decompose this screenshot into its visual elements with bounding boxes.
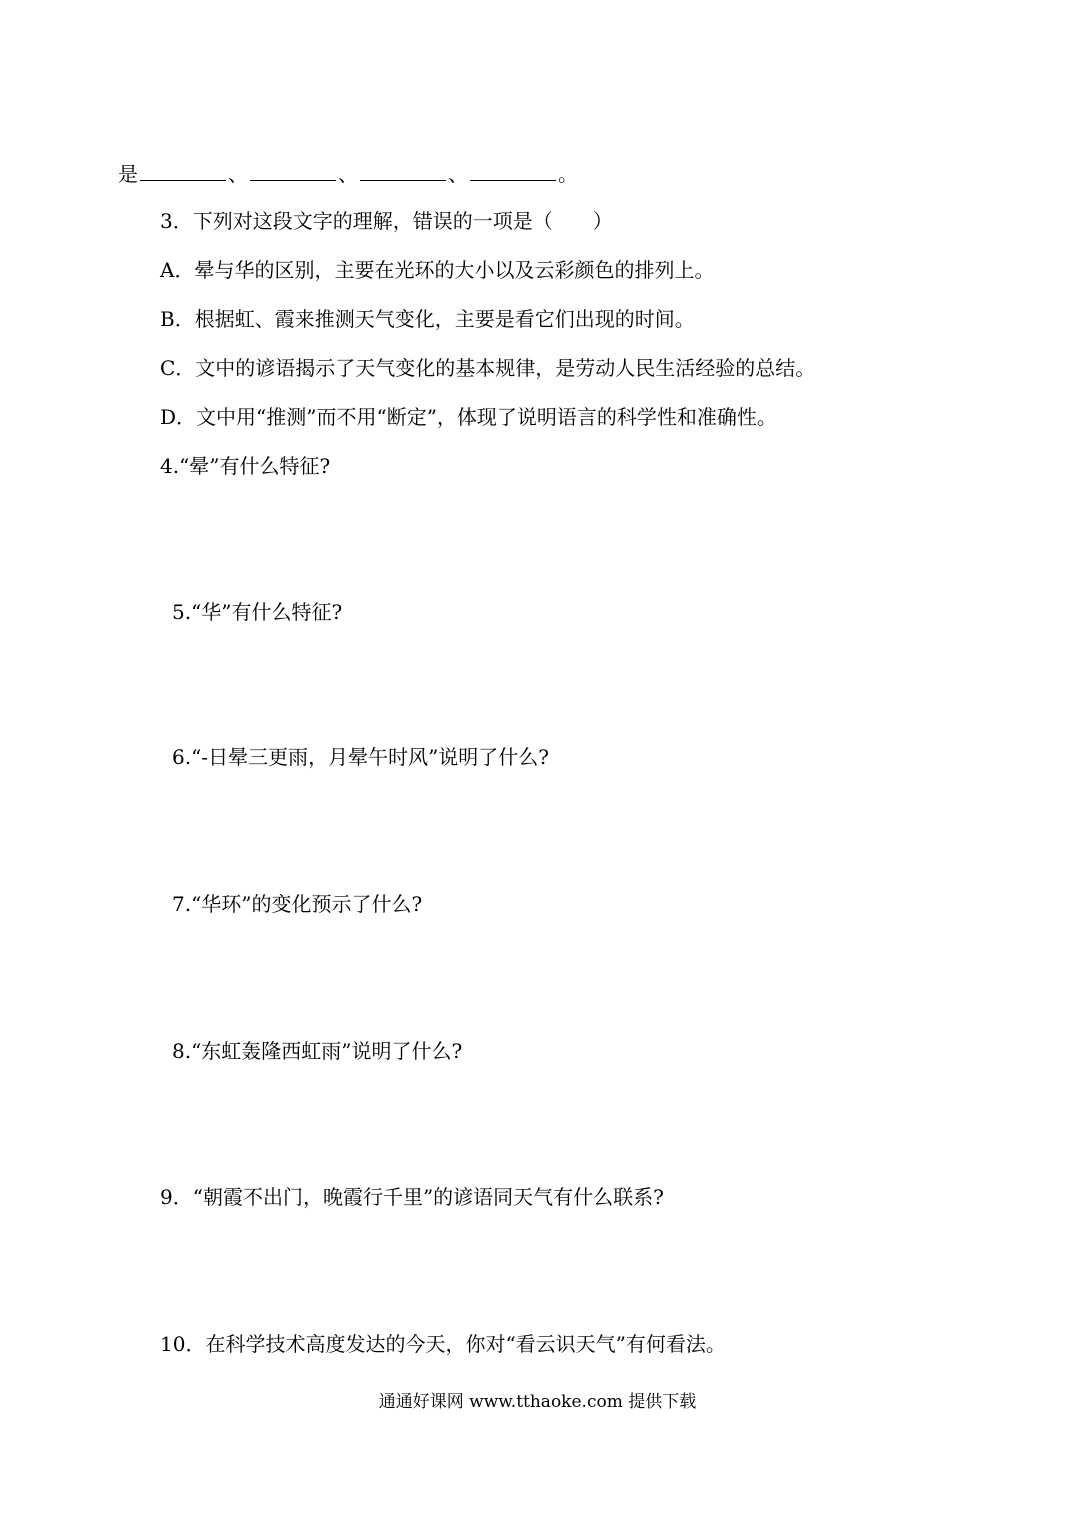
page-footer: 通通好课网 www.tthaoke.com 提供下载	[378, 1392, 697, 1412]
separator-1: 、	[228, 162, 248, 186]
blank-1[interactable]	[140, 162, 226, 181]
question-5: 5.“华”有什么特征?	[172, 600, 343, 624]
fill-in-line	[118, 160, 578, 188]
question-10: 10．在科学技术高度发达的今天，你对“看云识天气”有何看法。	[160, 1332, 726, 1356]
fill-end: 。	[558, 162, 578, 186]
question-9: 9．“朝霞不出门，晚霞行千里”的谚语同天气有什么联系?	[160, 1185, 664, 1209]
question-3-option-c: C．文中的谚语揭示了天气变化的基本规律，是劳动人民生活经验的总结。	[160, 356, 816, 380]
question-6: 6.“-日晕三更雨，月晕午时风”说明了什么?	[172, 745, 550, 769]
blank-4[interactable]	[470, 162, 556, 181]
blank-2[interactable]	[250, 162, 336, 181]
question-3-option-d: D．文中用“推测”而不用“断定”，体现了说明语言的科学性和准确性。	[160, 405, 777, 429]
question-8: 8.“东虹轰隆西虹雨”说明了什么?	[172, 1039, 463, 1063]
question-3-option-b: B．根据虹、霞来推测天气变化，主要是看它们出现的时间。	[160, 307, 695, 331]
fill-prefix: 是	[118, 162, 138, 186]
question-3-stem: 3．下列对这段文字的理解，错误的一项是（ ）	[160, 209, 613, 233]
question-4: 4.“晕”有什么特征?	[160, 454, 331, 478]
separator-2: 、	[338, 162, 358, 186]
separator-3: 、	[448, 162, 468, 186]
question-7: 7.“华环”的变化预示了什么?	[172, 892, 423, 916]
blank-3[interactable]	[360, 162, 446, 181]
question-3-option-a: A．晕与华的区别，主要在光环的大小以及云彩颜色的排列上。	[160, 258, 715, 282]
